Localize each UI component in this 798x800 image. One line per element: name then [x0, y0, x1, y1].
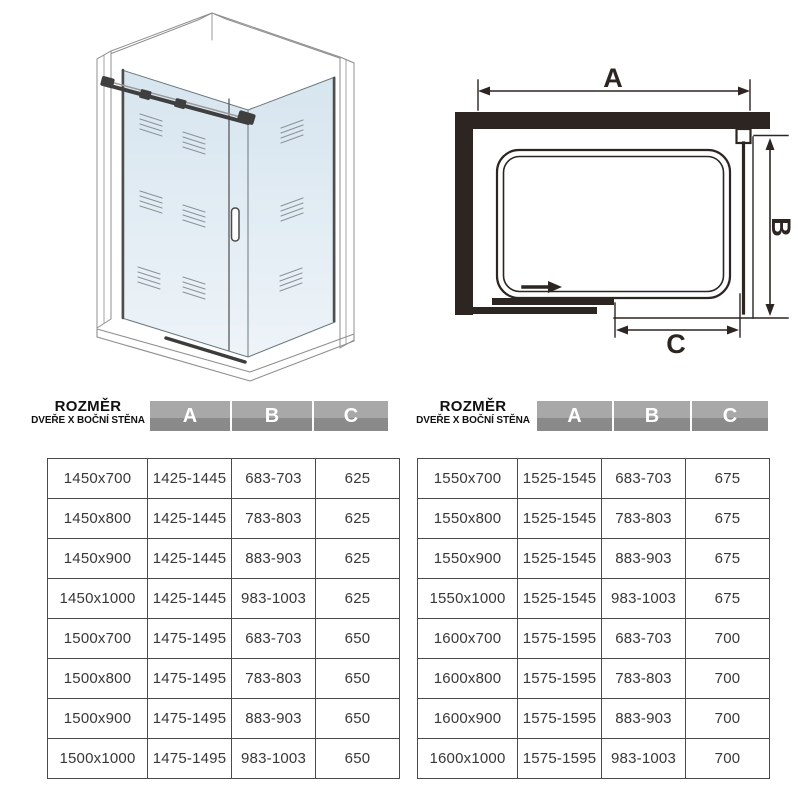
- table-row: [48, 699, 400, 739]
- cell-b: 783-803: [602, 499, 686, 539]
- cell-size: 1500x700: [48, 619, 148, 659]
- cell-a: 1525-1545: [518, 579, 602, 619]
- table-row: [418, 499, 770, 539]
- cell-b: 783-803: [232, 499, 316, 539]
- shower-tray-outline: [497, 150, 730, 298]
- cell-c: 625: [316, 459, 400, 499]
- cell-size: 1500x1000: [48, 739, 148, 779]
- dimension-c: [615, 294, 740, 359]
- iso-view: [97, 13, 354, 381]
- cell-b: 883-903: [602, 539, 686, 579]
- table-title-left: [26, 399, 150, 427]
- table-row: [418, 459, 770, 499]
- column-header-c: C: [314, 401, 388, 431]
- cell-b: 883-903: [602, 699, 686, 739]
- cell-size: 1450x800: [48, 499, 148, 539]
- wall-bracket: [737, 129, 751, 143]
- table-row: [48, 739, 400, 779]
- cell-b: 683-703: [232, 459, 316, 499]
- cell-size: 1600x900: [418, 699, 518, 739]
- table-row: [48, 579, 400, 619]
- dimension-a-label: A: [603, 63, 623, 93]
- plan-view: [455, 63, 796, 359]
- cell-b: 983-1003: [602, 579, 686, 619]
- dimension-a: [478, 63, 750, 110]
- cell-size: 1500x800: [48, 659, 148, 699]
- cell-a: 1525-1545: [518, 459, 602, 499]
- table-subtitle: DVEŘE X BOČNÍ STĚNA: [416, 415, 530, 426]
- plan-left-wall: [455, 112, 473, 315]
- cell-a: 1425-1445: [148, 499, 232, 539]
- cell-c: 675: [686, 539, 770, 579]
- column-header-b: B: [614, 401, 690, 431]
- table-row: [48, 539, 400, 579]
- table-header-right: [537, 401, 768, 431]
- table-header-left: [150, 401, 388, 431]
- cell-a: 1475-1495: [148, 699, 232, 739]
- cell-b: 983-1003: [232, 579, 316, 619]
- table-row: [418, 539, 770, 579]
- cell-a: 1575-1595: [518, 739, 602, 779]
- table-row: [48, 619, 400, 659]
- cell-b: 683-703: [232, 619, 316, 659]
- cell-b: 983-1003: [602, 739, 686, 779]
- cell-c: 650: [316, 619, 400, 659]
- cell-size: 1550x700: [418, 459, 518, 499]
- cell-b: 883-903: [232, 699, 316, 739]
- table-row: [418, 659, 770, 699]
- cell-a: 1425-1445: [148, 539, 232, 579]
- cell-c: 700: [686, 739, 770, 779]
- column-header-a: A: [150, 401, 230, 431]
- cell-a: 1575-1595: [518, 659, 602, 699]
- cell-c: 625: [316, 539, 400, 579]
- door-panels: [473, 298, 614, 314]
- door-handle: [232, 208, 240, 241]
- table-row: [48, 659, 400, 699]
- column-header-b: B: [232, 401, 312, 431]
- cell-size: 1550x900: [418, 539, 518, 579]
- cell-size: 1550x800: [418, 499, 518, 539]
- cell-c: 700: [686, 699, 770, 739]
- cell-c: 625: [316, 499, 400, 539]
- cell-c: 650: [316, 739, 400, 779]
- cell-b: 683-703: [602, 619, 686, 659]
- cell-c: 700: [686, 619, 770, 659]
- cell-c: 650: [316, 699, 400, 739]
- cell-a: 1525-1545: [518, 539, 602, 579]
- cell-size: 1450x700: [48, 459, 148, 499]
- plan-top-wall: [455, 112, 770, 129]
- cell-a: 1525-1545: [518, 499, 602, 539]
- table-title: ROZMĚR: [439, 398, 507, 415]
- cell-size: 1600x800: [418, 659, 518, 699]
- cell-a: 1475-1495: [148, 619, 232, 659]
- cell-b: 683-703: [602, 459, 686, 499]
- boundary-lines: [614, 136, 788, 319]
- cell-a: 1475-1495: [148, 739, 232, 779]
- column-header-c: C: [692, 401, 768, 431]
- cell-c: 700: [686, 659, 770, 699]
- cell-c: 675: [686, 499, 770, 539]
- table-title-right: [411, 399, 535, 427]
- table-title: ROZMĚR: [54, 398, 122, 415]
- cell-b: 983-1003: [232, 739, 316, 779]
- size-table-right: [417, 458, 770, 779]
- cell-c: 650: [316, 659, 400, 699]
- dimension-c-label: C: [666, 329, 686, 359]
- cell-a: 1575-1595: [518, 619, 602, 659]
- dimension-b: [766, 138, 797, 316]
- table-row: [48, 459, 400, 499]
- table-row: [418, 579, 770, 619]
- table-row: [48, 499, 400, 539]
- table-row: [418, 619, 770, 659]
- cell-size: 1600x1000: [418, 739, 518, 779]
- cell-a: 1425-1445: [148, 459, 232, 499]
- cell-size: 1550x1000: [418, 579, 518, 619]
- column-header-a: A: [537, 401, 612, 431]
- cell-size: 1500x900: [48, 699, 148, 739]
- table-row: [418, 739, 770, 779]
- cell-a: 1575-1595: [518, 699, 602, 739]
- cell-b: 883-903: [232, 539, 316, 579]
- cell-a: 1475-1495: [148, 659, 232, 699]
- size-table-left: [47, 458, 400, 779]
- cell-c: 625: [316, 579, 400, 619]
- cell-a: 1425-1445: [148, 579, 232, 619]
- cell-size: 1450x900: [48, 539, 148, 579]
- dimension-b-label: B: [766, 217, 796, 237]
- table-row: [418, 699, 770, 739]
- cell-c: 675: [686, 459, 770, 499]
- cell-b: 783-803: [602, 659, 686, 699]
- cell-b: 783-803: [232, 659, 316, 699]
- technical-drawings: [0, 0, 798, 398]
- cell-c: 675: [686, 579, 770, 619]
- table-subtitle: DVEŘE X BOČNÍ STĚNA: [31, 415, 145, 426]
- cell-size: 1450x1000: [48, 579, 148, 619]
- cell-size: 1600x700: [418, 619, 518, 659]
